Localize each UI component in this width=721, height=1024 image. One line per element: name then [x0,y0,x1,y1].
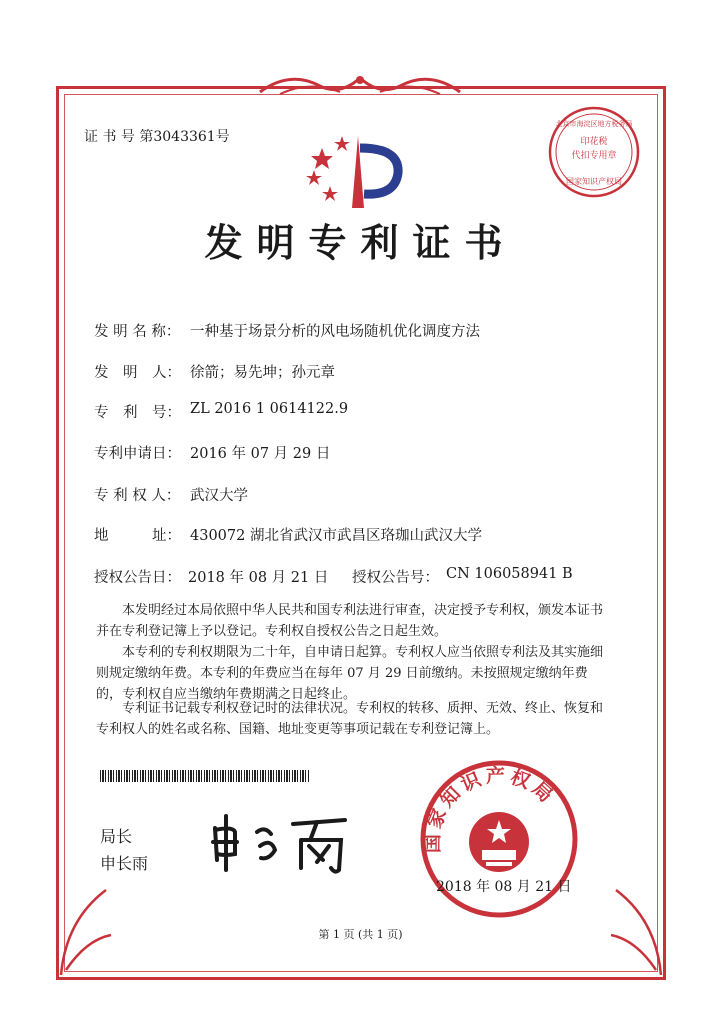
tax-stamp-line-1: 北京市海淀区地方税务局 [555,120,633,128]
grant-date-value: 2018 年 08 月 21 日 [188,570,329,586]
tax-stamp-line-3: 代扣专用章 [571,151,617,161]
grant-number-label: 授权公告号： [352,570,439,586]
patent-office-logo [300,128,410,218]
field-label-filing-date: 专利申请日： [94,446,181,462]
field-label-patent-number: 专 利 号： [94,405,181,421]
paragraph-term-fees: 本专利的专利权期限为二十年，自申请日起算。专利权人应当依照专利法及其实施细则规定缴纳年费。本专利的年费应当在每年 07 月 29 日前缴纳。未按照规定缴纳年费的，专利权自应当缴纳年费期满之日起终止。 [96,645,604,702]
field-label-inventors: 发 明 人： [94,365,181,381]
tax-stamp-line-2: 印花税 [580,137,608,147]
paragraph-legal-status: 专利证书记载专利权登记时的法律状况。专利权的转移、质押、无效、终止、恢复和专利权人的姓名或名称、国籍、地址变更等事项记载在专利登记簿上。 [96,701,604,737]
grant-number-value: CN 106058941 B [446,566,573,582]
field-value-inventors: 徐箭；易先坤；孙元章 [190,365,335,381]
seal-text: 国家知识产权局 [421,764,560,854]
tax-stamp [546,104,642,200]
document-title: 发明专利证书 [204,220,517,265]
top-ornament [250,66,470,102]
signatory-title: 局长 [100,827,133,846]
page-footer: 第 1 页 (共 1 页) [318,928,403,941]
field-label-invention-name: 发 明 名 称： [94,324,181,340]
paragraph-grant-statement: 本发明经过本局依照中华人民共和国专利法进行审查，决定授予专利权，颁发本证书并在专利登记簿上予以登记。专利权自授权公告之日起生效。 [96,603,604,639]
field-value-patentee: 武汉大学 [190,488,248,504]
grant-date-label: 授权公告日： [94,570,181,586]
field-value-address: 430072 湖北省武汉市武昌区珞珈山武汉大学 [190,528,482,544]
field-label-address: 地 址： [94,528,181,544]
field-value-patent-number: ZL 2016 1 0614122.9 [190,401,349,417]
signatory-name: 申长雨 [100,854,149,873]
tax-stamp-line-4: 国家知识产权局 [566,177,622,186]
field-label-patentee: 专 利 权 人： [94,488,181,504]
handwritten-signature [205,810,355,874]
seal-date: 2018 年 08 月 21 日 [436,879,572,895]
field-value-invention-name: 一种基于场景分析的风电场随机优化调度方法 [190,324,480,340]
field-value-filing-date: 2016 年 07 月 29 日 [190,446,331,462]
barcode [100,770,310,782]
certificate-number: 证 书 号 第3043361号 [84,129,230,145]
